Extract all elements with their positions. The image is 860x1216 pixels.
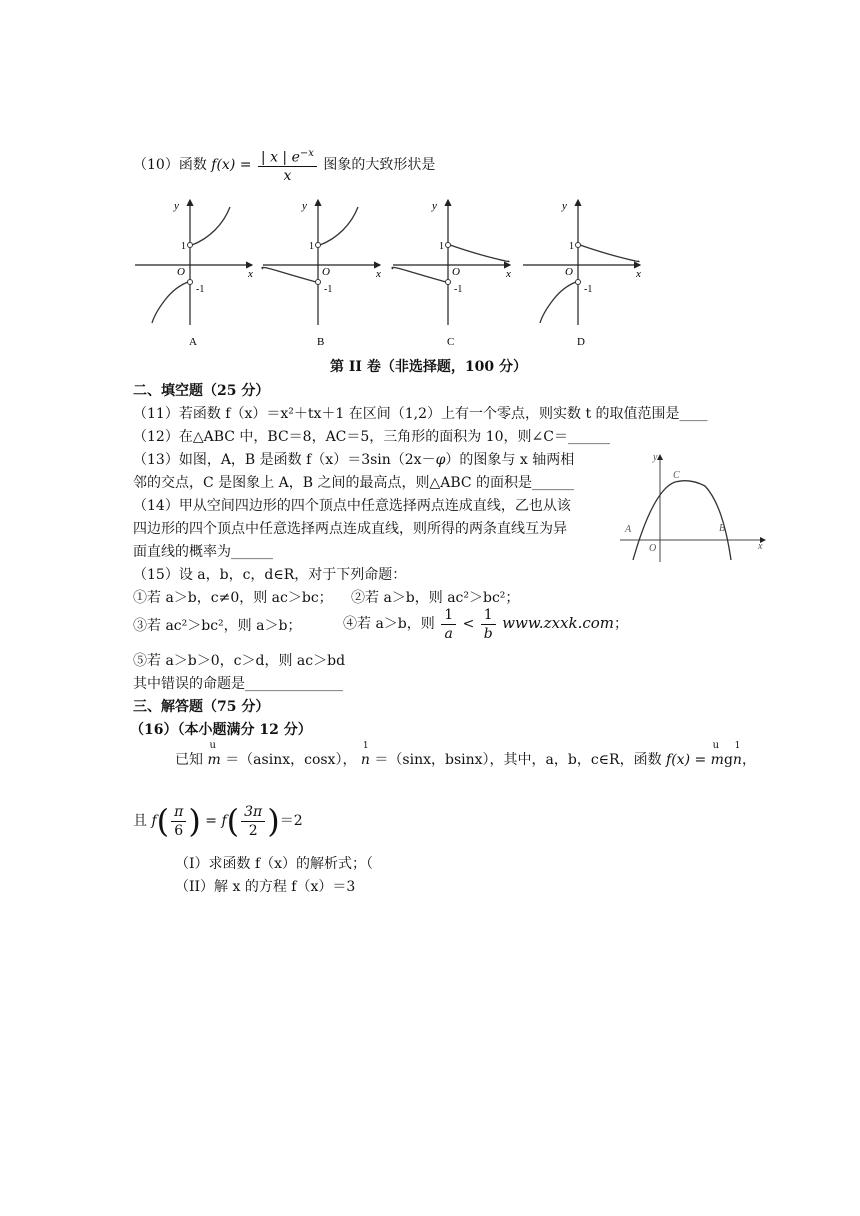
graph-a-one: 1: [181, 241, 186, 252]
q10-graphs-svg: [130, 195, 650, 355]
q10-graphs: [130, 195, 650, 355]
q16-known: 已知 u m ＝（asinx，cosx）， 1 n ＝（sinx，bsinx），其中，a，b，c∈R，函数 f(x) = u 1 mgn，: [175, 742, 756, 778]
q15-prop-1: ①若 a＞b，c≠0，则 ac＞bc；: [133, 590, 333, 606]
graph-c-y: y: [432, 200, 437, 212]
q15-prop-4: ④若 a＞b，则 $\frac{1}{a}$ < $\frac{1}{b}$ www.zxxk.com；: [343, 606, 628, 642]
graph-a-y: y: [174, 200, 179, 212]
q13-line2: 邻的交点，C 是图象上 A，B 之间的最高点，则△ABC 的面积是______: [133, 475, 575, 491]
q16-condition: 且 f( $\frac{\pi}{6}$ ) = f( $\frac{3\pi}{2}$ )＝2: [133, 802, 303, 840]
graph-d-label: D: [577, 336, 585, 348]
graph-a-neg-one: -1: [196, 284, 205, 295]
q13-graph-x: x: [758, 541, 763, 552]
dot-product: u 1 mgn: [710, 740, 742, 768]
pi-over-6: $\frac{\pi}{6}$: [171, 803, 186, 840]
q15-prop-2: ②若 a＞b，则 ac²＞bc²；: [351, 590, 520, 606]
graph-b-origin: O: [322, 266, 330, 278]
graph-b-neg-one: -1: [324, 284, 333, 295]
q15-prop-5: ⑤若 a＞b＞0，c＞d，则 ac＞bd: [133, 653, 346, 669]
graph-a: [135, 200, 253, 348]
q14-line2: 四边形的四个顶点中任意选择两点连成直线，则所得的两条直线互为异: [133, 521, 567, 537]
part-3-title: 三、解答题（75 分）: [133, 699, 270, 715]
graph-c-label: C: [447, 336, 455, 348]
q13-point-c: C: [673, 470, 680, 481]
graph-d-origin: O: [565, 266, 573, 278]
graph-c: [392, 200, 511, 348]
q14-line1: （14）甲从空间四边形的四个顶点中任意选择两点连成直线，乙也从该: [133, 498, 571, 514]
q11: （11）若函数 f（x）＝x²＋tx＋1 在区间（1,2）上有一个零点，则实数 t 的取值范围是____: [133, 406, 708, 422]
graph-d-one: 1: [569, 241, 574, 252]
section-ii-heading: 第 II 卷（非选择题，100 分）: [330, 359, 527, 375]
graph-d-x: x: [636, 268, 641, 280]
watermark-text: www.zxxk.com: [502, 614, 614, 632]
graph-b-label: B: [317, 336, 325, 348]
graph-d-y: y: [562, 200, 567, 212]
q10-fraction: [258, 145, 317, 186]
q10-denominator: x: [283, 168, 292, 185]
q16-sub-2: （II）解 x 的方程 f（x）＝3: [175, 879, 356, 895]
graph-d: [523, 200, 641, 348]
q13-line1: （13）如图，A，B 是函数 f（x）＝3sin（2x－φ）的图象与 x 轴两相: [133, 452, 575, 468]
graph-d-neg-one: -1: [584, 284, 593, 295]
graph-a-origin: O: [177, 266, 185, 278]
phi-symbol: φ: [435, 452, 446, 468]
q10-numerator-exponent: −x: [299, 147, 314, 159]
q10-prefix: （10）函数: [133, 157, 207, 173]
graph-b: [262, 200, 381, 348]
q13-point-b: B: [719, 523, 726, 534]
q13-graph-origin: O: [649, 543, 657, 554]
graph-c-neg-one: -1: [454, 284, 463, 295]
q15-frac-1-over-a: $\frac{1}{a}$: [441, 606, 456, 643]
q15-ask: 其中错误的命题是______________: [133, 676, 343, 692]
vector-n: 1 n: [360, 741, 370, 768]
vector-m: u m: [207, 740, 221, 768]
part-2-title: 二、填空题（25 分）: [133, 383, 270, 399]
q10-statement: [133, 143, 435, 187]
graph-c-origin: O: [452, 266, 460, 278]
q16-sub-1: （I）求函数 f（x）的解析式；（: [175, 856, 374, 872]
graph-a-x: x: [248, 268, 253, 280]
graph-b-one: 1: [309, 241, 314, 252]
q10-function-lhs: f(x) =: [211, 157, 252, 173]
q14-line3: 面直线的概率为______: [133, 544, 273, 560]
q10-numerator: | x | e: [260, 149, 300, 166]
q12: （12）在△ABC 中，BC＝8，AC＝5，三角形的面积为 10，则∠C＝______: [133, 429, 611, 445]
q10-suffix: 图象的大致形状是: [323, 157, 436, 173]
three-pi-over-2: $\frac{3\pi}{2}$: [241, 803, 265, 840]
q13-point-a: A: [625, 524, 632, 535]
graph-c-x: x: [506, 268, 511, 280]
q15-prop-3: ③若 ac²＞bc²，则 a＞b；: [133, 618, 302, 634]
q15-frac-1-over-b: $\frac{1}{b}$: [481, 606, 496, 643]
q15-intro: （15）设 a，b，c，d∈R，对于下列命题：: [133, 567, 407, 583]
q16-title: （16）（本小题满分 12 分）: [130, 722, 312, 738]
graph-b-y: y: [302, 200, 307, 212]
q13-graph-y: y: [653, 452, 658, 463]
graph-c-one: 1: [439, 241, 444, 252]
q13-graph: [615, 450, 770, 570]
graph-a-label: A: [189, 336, 197, 348]
graph-b-x: x: [376, 268, 381, 280]
